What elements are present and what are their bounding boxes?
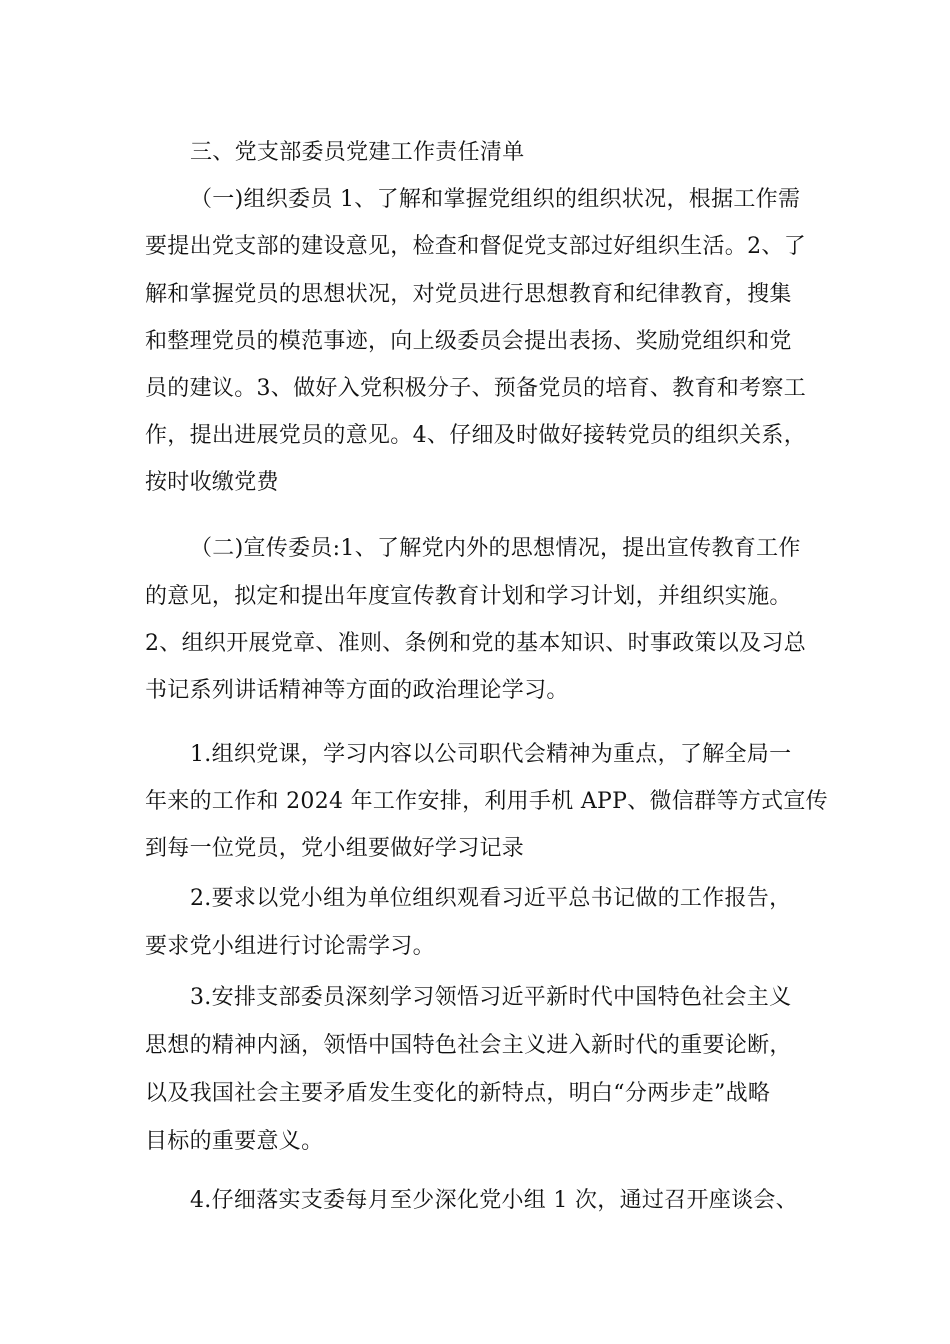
paragraph-line: 3.安排支部委员深刻学习领悟习近平新时代中国特色社会主义 [190,985,792,1010]
paragraph-line: 到每一位党员，党小组要做好学习记录 [145,836,525,861]
paragraph-line: （二)宣传委员:1、了解党内外的思想情况，提出宣传教育工作 [190,536,801,561]
paragraph-line: 员的建议。3、做好入党积极分子、预备党员的培育、教育和考察工 [145,376,806,401]
paragraph-line: 和整理党员的模范事迹，向上级委员会提出表扬、奖励党组织和党 [145,329,792,354]
paragraph-line: 的意见，拟定和提出年度宣传教育计划和学习计划，并组织实施。 [145,584,792,609]
paragraph-line: （一)组织委员 1、了解和掌握党组织的组织状况，根据工作需 [190,187,801,212]
paragraph-line: 作，提出进展党员的意见。4、仔细及时做好接转党员的组织关系， [145,423,806,448]
paragraph-line: 1.组织党课，学习内容以公司职代会精神为重点，了解全局一 [190,742,792,767]
paragraph-line: 4.仔细落实支委每月至少深化党小组 1 次，通过召开座谈会、 [190,1188,798,1213]
paragraph-line: 要求党小组进行讨论需学习。 [145,934,435,959]
paragraph-line: 按时收缴党费 [145,470,279,495]
paragraph-line: 目标的重要意义。 [145,1129,324,1154]
paragraph-line: 2.要求以党小组为单位组织观看习近平总书记做的工作报告， [190,886,792,911]
paragraph-line: 思想的精神内涵，领悟中国特色社会主义进入新时代的重要论断， [145,1033,792,1058]
section-heading: 三、党支部委员党建工作责任清单 [190,140,525,165]
paragraph-line: 以及我国社会主要矛盾发生变化的新特点，明白“分两步走”战略 [145,1081,771,1106]
paragraph-line: 2、组织开展党章、准则、条例和党的基本知识、时事政策以及习总 [145,631,806,656]
paragraph-line: 要提出党支部的建设意见，检查和督促党支部过好组织生活。2、了 [145,234,806,259]
paragraph-line: 年来的工作和 2024 年工作安排，利用手机 APP、微信群等方式宣传 [145,789,828,814]
paragraph-line: 书记系列讲话精神等方面的政治理论学习。 [145,678,569,703]
paragraph-line: 解和掌握党员的思想状况，对党员进行思想教育和纪律教育，搜集 [145,282,792,307]
